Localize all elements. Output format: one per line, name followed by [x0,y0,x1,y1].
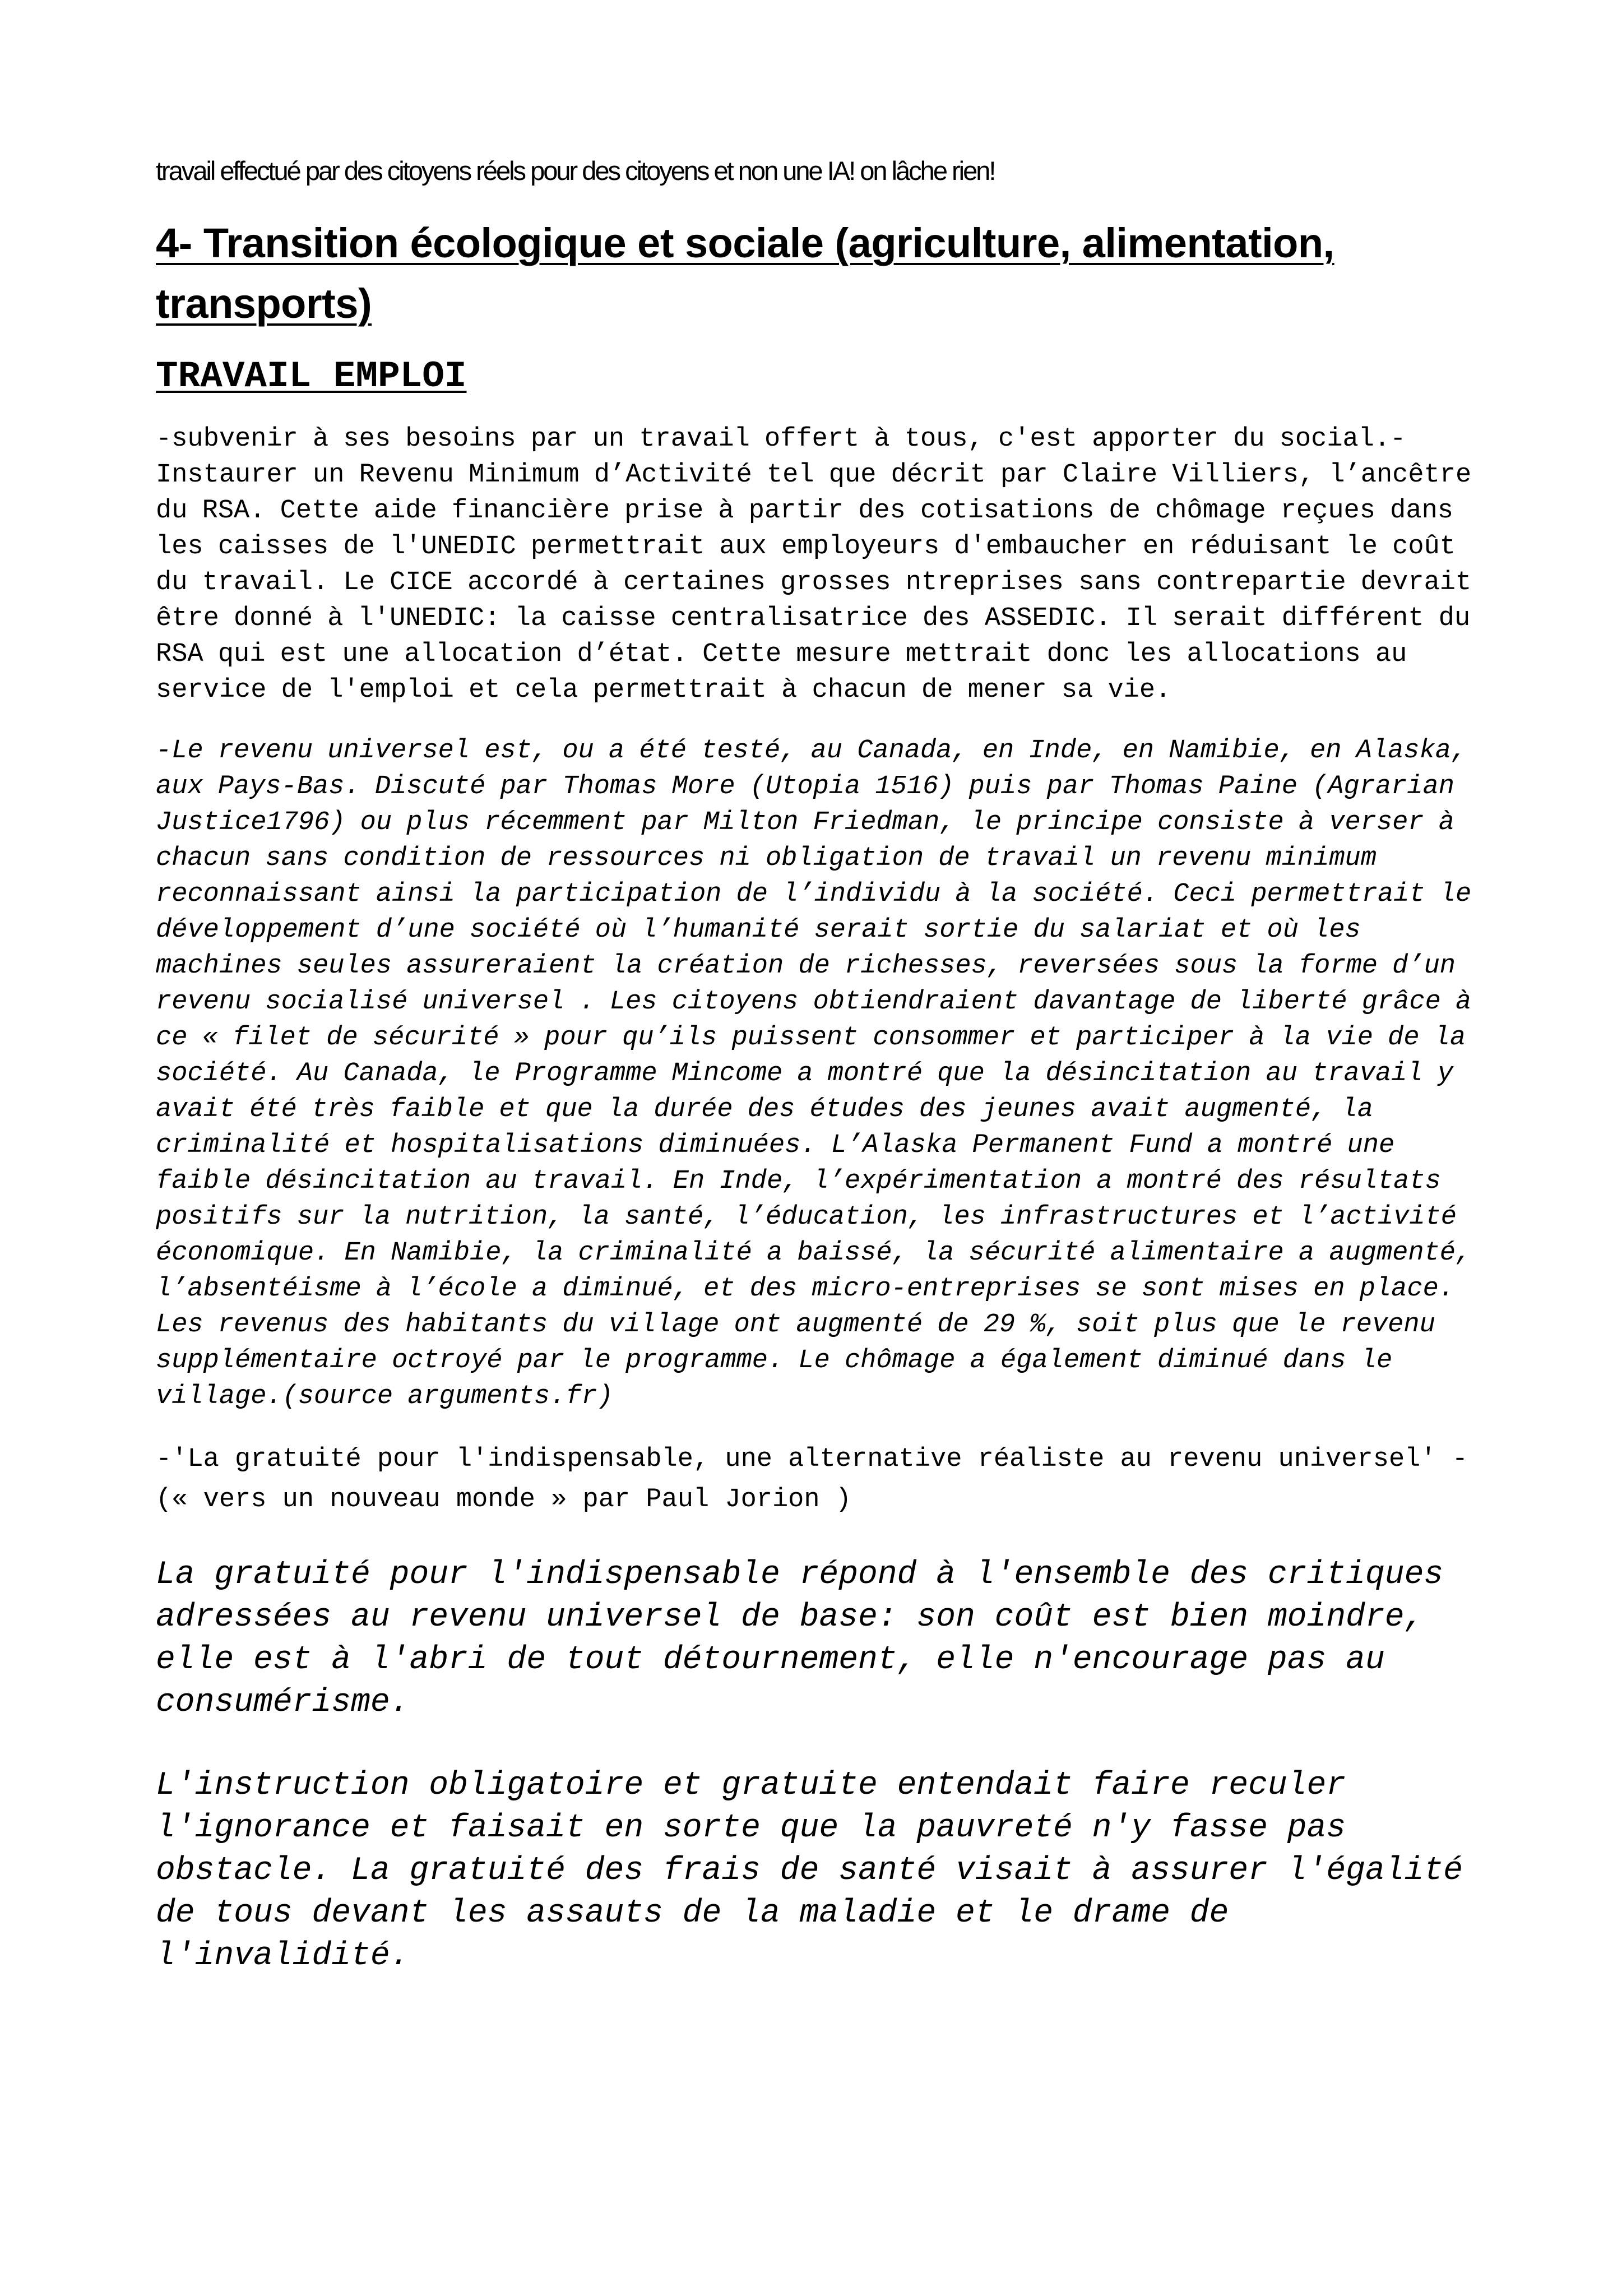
paragraph-revenu-minimum-activite: -subvenir à ses besoins par un travail offert à tous, c'est apporter du social.-Instaurer un Revenu Minimum d’Activité tel que décrit par Claire Villiers, l’ancêtre du RSA. Cette aide financière prise à partir des cotisations de chômage reçues dans les caisses de l'UNEDIC permettrait aux employeurs d'embaucher en réduisant le coût du travail. Le CICE accordé à certaines grosses ntreprises sans contrepartie devrait être donné à l'UNEDIC: la caisse centralisatrice des ASSEDIC. Il serait différent du RSA qui est une allocation d’état. Cette mesure mettrait donc les allocations au service de l'emploi et cela permettrait à chacun de mener sa vie. [156,424,1472,705]
subheading-travail-emploi: TRAVAIL EMPLOI [156,355,467,397]
quote-gratuite: -'La gratuité pour l'indispensable, une alternative réaliste au revenu universel' - (« vers un nouveau monde » par Paul Jorion ) [156,1445,1468,1515]
section-heading: 4- Transition écologique et sociale (agriculture, alimentation, transports) [156,220,1334,327]
paragraph-instruction-obligatoire: L'instruction obligatoire et gratuite entendait faire reculer l'ignorance et faisait en sorte que la pauvreté n'y fasse pas obstacle. La gratuité des frais de santé visait à assurer l'égalité de tous devant les assauts de la maladie et le drame de l'invalidité. [156,1767,1463,1974]
paragraph-gratuite-indispensable: La gratuité pour l'indispensable répond à l'ensemble des critiques adressées au revenu universel de base: son coût est bien moindre, elle est à l'abri de tout détournement, elle n'encourage pas au consumérisme. [156,1557,1444,1721]
intro-line: travail effectué par des citoyens réels pour des citoyens et non une IA! on lâche rien! [156,156,995,186]
document-body [156,151,1479,2018]
paragraph-revenu-universel: -Le revenu universel est, ou a été testé, au Canada, en Inde, en Namibie, en Alaska, aux Pays-Bas. Discuté par Thomas More (Utopia 1516) puis par Thomas Paine (Agrarian Justice1796) ou plus récemment par Milton Friedman, le principe consiste à verser à chacun sans condition de ressources ni obligation de travail un revenu minimum reconnaissant ainsi la participation de l’individu à la société. Ceci permettrait le développement d’une société où l’humanité serait sortie du salariat et où les machines seules assureraient la création de richesses, reversées sous la forme d’un revenu socialisé universel . Les citoyens obtiendraient davantage de liberté grâce à ce « filet de sécurité » pour qu’ils puissent consommer et participer à la vie de la société. Au Canada, le Programme Mincome a montré que la désincitation au travail y avait été très faible et que la durée des études des jeunes avait augmenté, la criminalité et hospitalisations diminuées. L’Alaska Permanent Fund a montré une faible désincitation au travail. En Inde, l’expérimentation a montré des résultats positifs sur la nutrition, la santé, l’éducation, les infrastructures et l’activité économique. En Namibie, la criminalité a baissé, la sécurité alimentaire a augmenté, l’absentéisme à l’école a diminué, et des micro-entreprises se sont mises en place. Les revenus des habitants du village ont augmenté de 29 %, soit plus que le revenu supplémentaire octroyé par le programme. Le chômage a également diminué dans le village.(source arguments.fr) [156,736,1472,1411]
